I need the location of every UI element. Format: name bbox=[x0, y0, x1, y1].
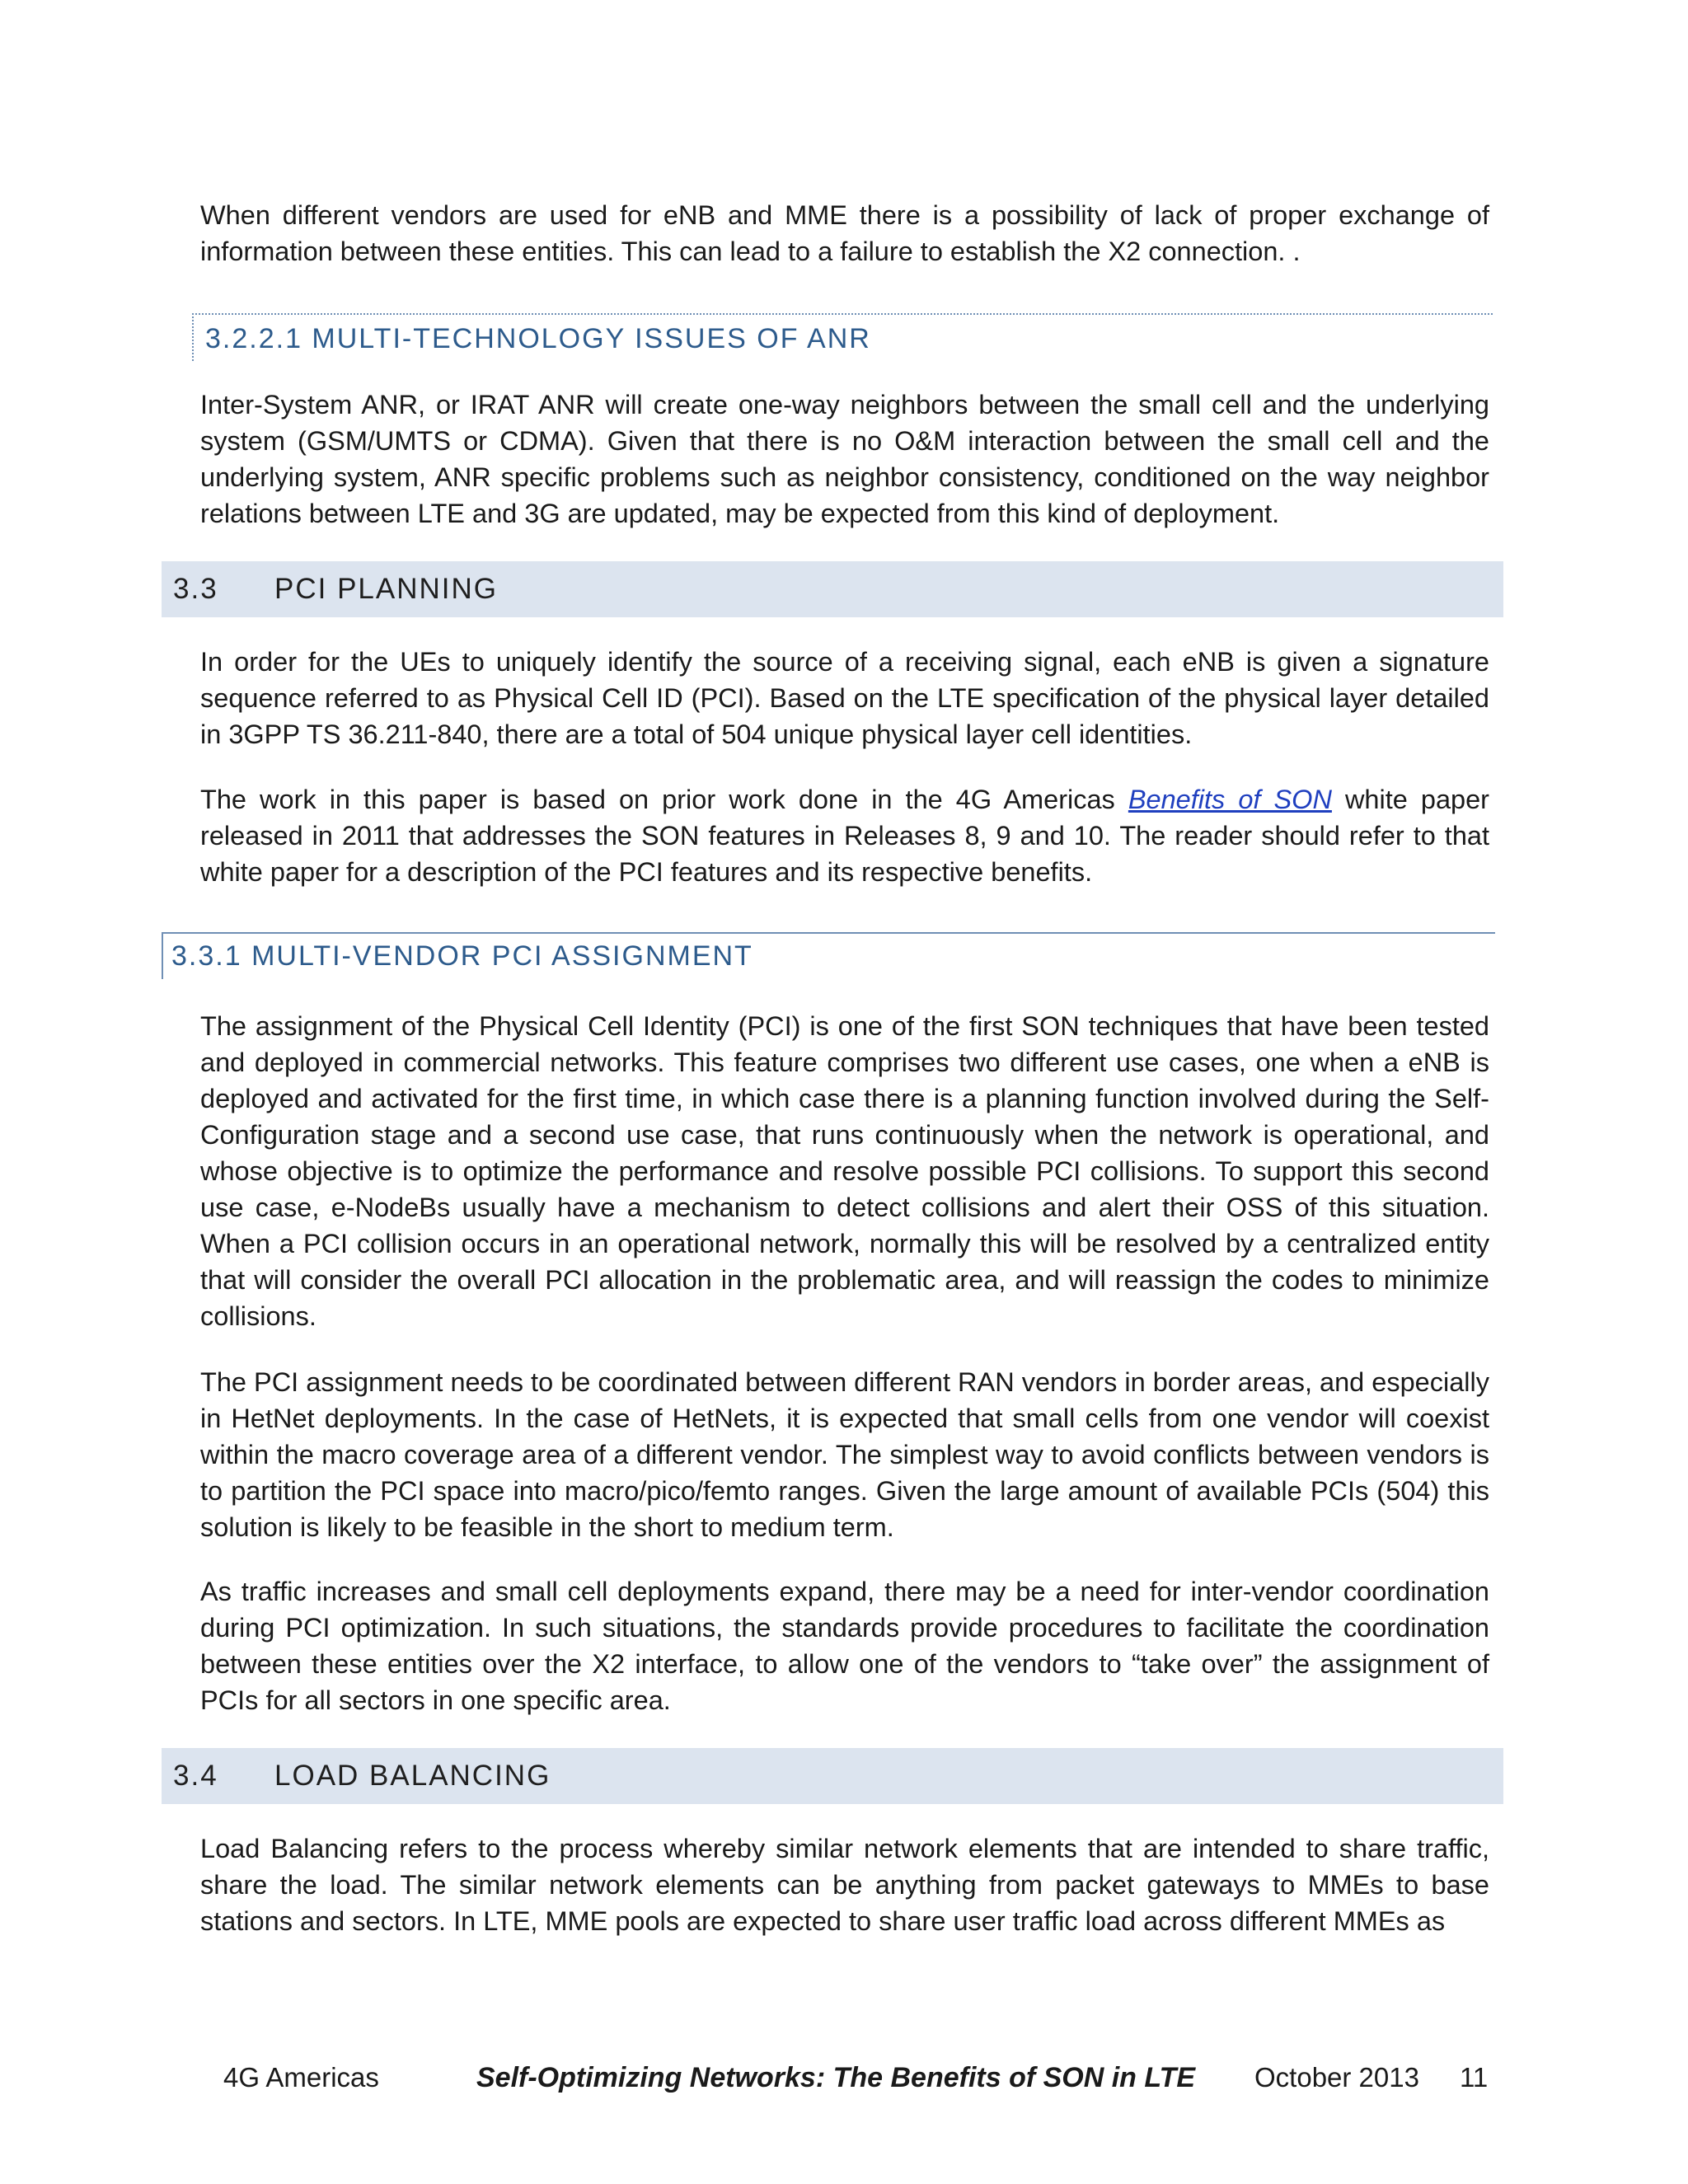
heading-3-4-number: 3.4 bbox=[173, 1760, 218, 1792]
footer-date: October 2013 bbox=[1254, 2062, 1419, 2093]
anr-paragraph: Inter-System ANR, or IRAT ANR will create one-way neighbors between the small cell and the underlying system (GSM/UMTS or CDMA). Given that there is no O&M interaction between the small cell and the underlying system, ANR specific problems such as neighbor consistency, conditioned on the way neighbor relations between LTE and 3G are updated, may be expected from this kind of deployment. bbox=[200, 390, 1489, 528]
pci-planning-paragraph-2-end: white paper released in 2011 that addresses the SON features in Releases 8, 9 and 10. The reader should refer to that white paper for a description of the PCI features and its respective benefits. bbox=[200, 785, 1490, 887]
footer-page-number: 11 bbox=[1460, 2062, 1489, 2093]
heading-3-3-title: PCI PLANNING bbox=[274, 573, 498, 605]
multi-vendor-paragraph-1: The assignment of the Physical Cell Identity (PCI) is one of the first SON techniques that have been tested and deployed in commercial networks. This feature comprises two different use cases, one when a eNB is deployed and activated for the first time, in which case there is a planning function involved during the Self-Configuration stage and a second use case, that runs continuously when the network is operational, and whose objective is to optimize the performance and resolve possible PCI collisions. To support this second use case, e-NodeBs usually have a mechanism to detect collisions and alert their OSS of this situation. When a PCI collision occurs in an operational network, normally this will be resolved by a centralized entity that will consider the overall PCI allocation in the problematic area, and will reassign the codes to minimize collisions. bbox=[200, 1011, 1489, 1331]
heading-3-4-title: LOAD BALANCING bbox=[274, 1760, 551, 1792]
heading-3-4 bbox=[162, 1748, 1503, 1804]
heading-3-3 bbox=[162, 561, 1503, 617]
intro-paragraph: When different vendors are used for eNB and MME there is a possibility of lack of proper exchange of information between these entities. This can lead to a failure to establish the X2 connection. . bbox=[200, 200, 1489, 266]
pci-planning-paragraph-2 bbox=[200, 781, 1489, 890]
multi-vendor-paragraph-3: As traffic increases and small cell deployments expand, there may be a need for inter-vendor coordination during PCI optimization. In such situations, the standards provide procedures to facilitate the coordination between these entities over the X2 interface, to allow one of the vendors to “take over” the assignment of PCIs for all sectors in one specific area. bbox=[200, 1577, 1489, 1715]
heading-3-2-2-1 bbox=[192, 313, 1493, 361]
multi-vendor-paragraph-2: The PCI assignment needs to be coordinated between different RAN vendors in border areas, and especially in HetNet deployments. In the case of HetNets, it is expected that small cells from one vendor will coexist within the macro coverage area of a different vendor. The simplest way to avoid conflicts between vendors is to partition the PCI space into macro/pico/femto ranges. Given the large amount of available PCIs (504) this solution is likely to be feasible in the short to medium term. bbox=[200, 1367, 1489, 1542]
heading-3-2-2-1-text: 3.2.2.1 MULTI-TECHNOLOGY ISSUES OF ANR bbox=[205, 323, 871, 354]
footer-document-title: Self-Optimizing Networks: The Benefits of SON in LTE bbox=[476, 2062, 1196, 2093]
pci-planning-paragraph-1: In order for the UEs to uniquely identify the source of a receiving signal, each eNB is given a signature sequence referred to as Physical Cell ID (PCI). Based on the LTE specification of the physical layer detailed in 3GPP TS 36.211-840, there are a total of 504 unique physical layer cell identities. bbox=[200, 647, 1489, 749]
heading-3-3-1-text: 3.3.1 MULTI-VENDOR PCI ASSIGNMENT bbox=[171, 940, 753, 972]
footer-organization: 4G Americas bbox=[223, 2062, 379, 2093]
benefits-of-son-link[interactable]: Benefits of SON bbox=[1128, 785, 1332, 814]
heading-3-3-number: 3.3 bbox=[173, 573, 218, 605]
heading-3-3-1 bbox=[162, 932, 1495, 979]
load-balancing-paragraph: Load Balancing refers to the process whereby similar network elements that are intended to share traffic, share the load. The similar network elements can be anything from packet gateways to MMEs to base stations and sectors. In LTE, MME pools are expected to share user traffic load across different MMEs as bbox=[200, 1834, 1489, 1936]
pci-planning-paragraph-2-start: The work in this paper is based on prior work done in the 4G Americas bbox=[200, 785, 1128, 814]
